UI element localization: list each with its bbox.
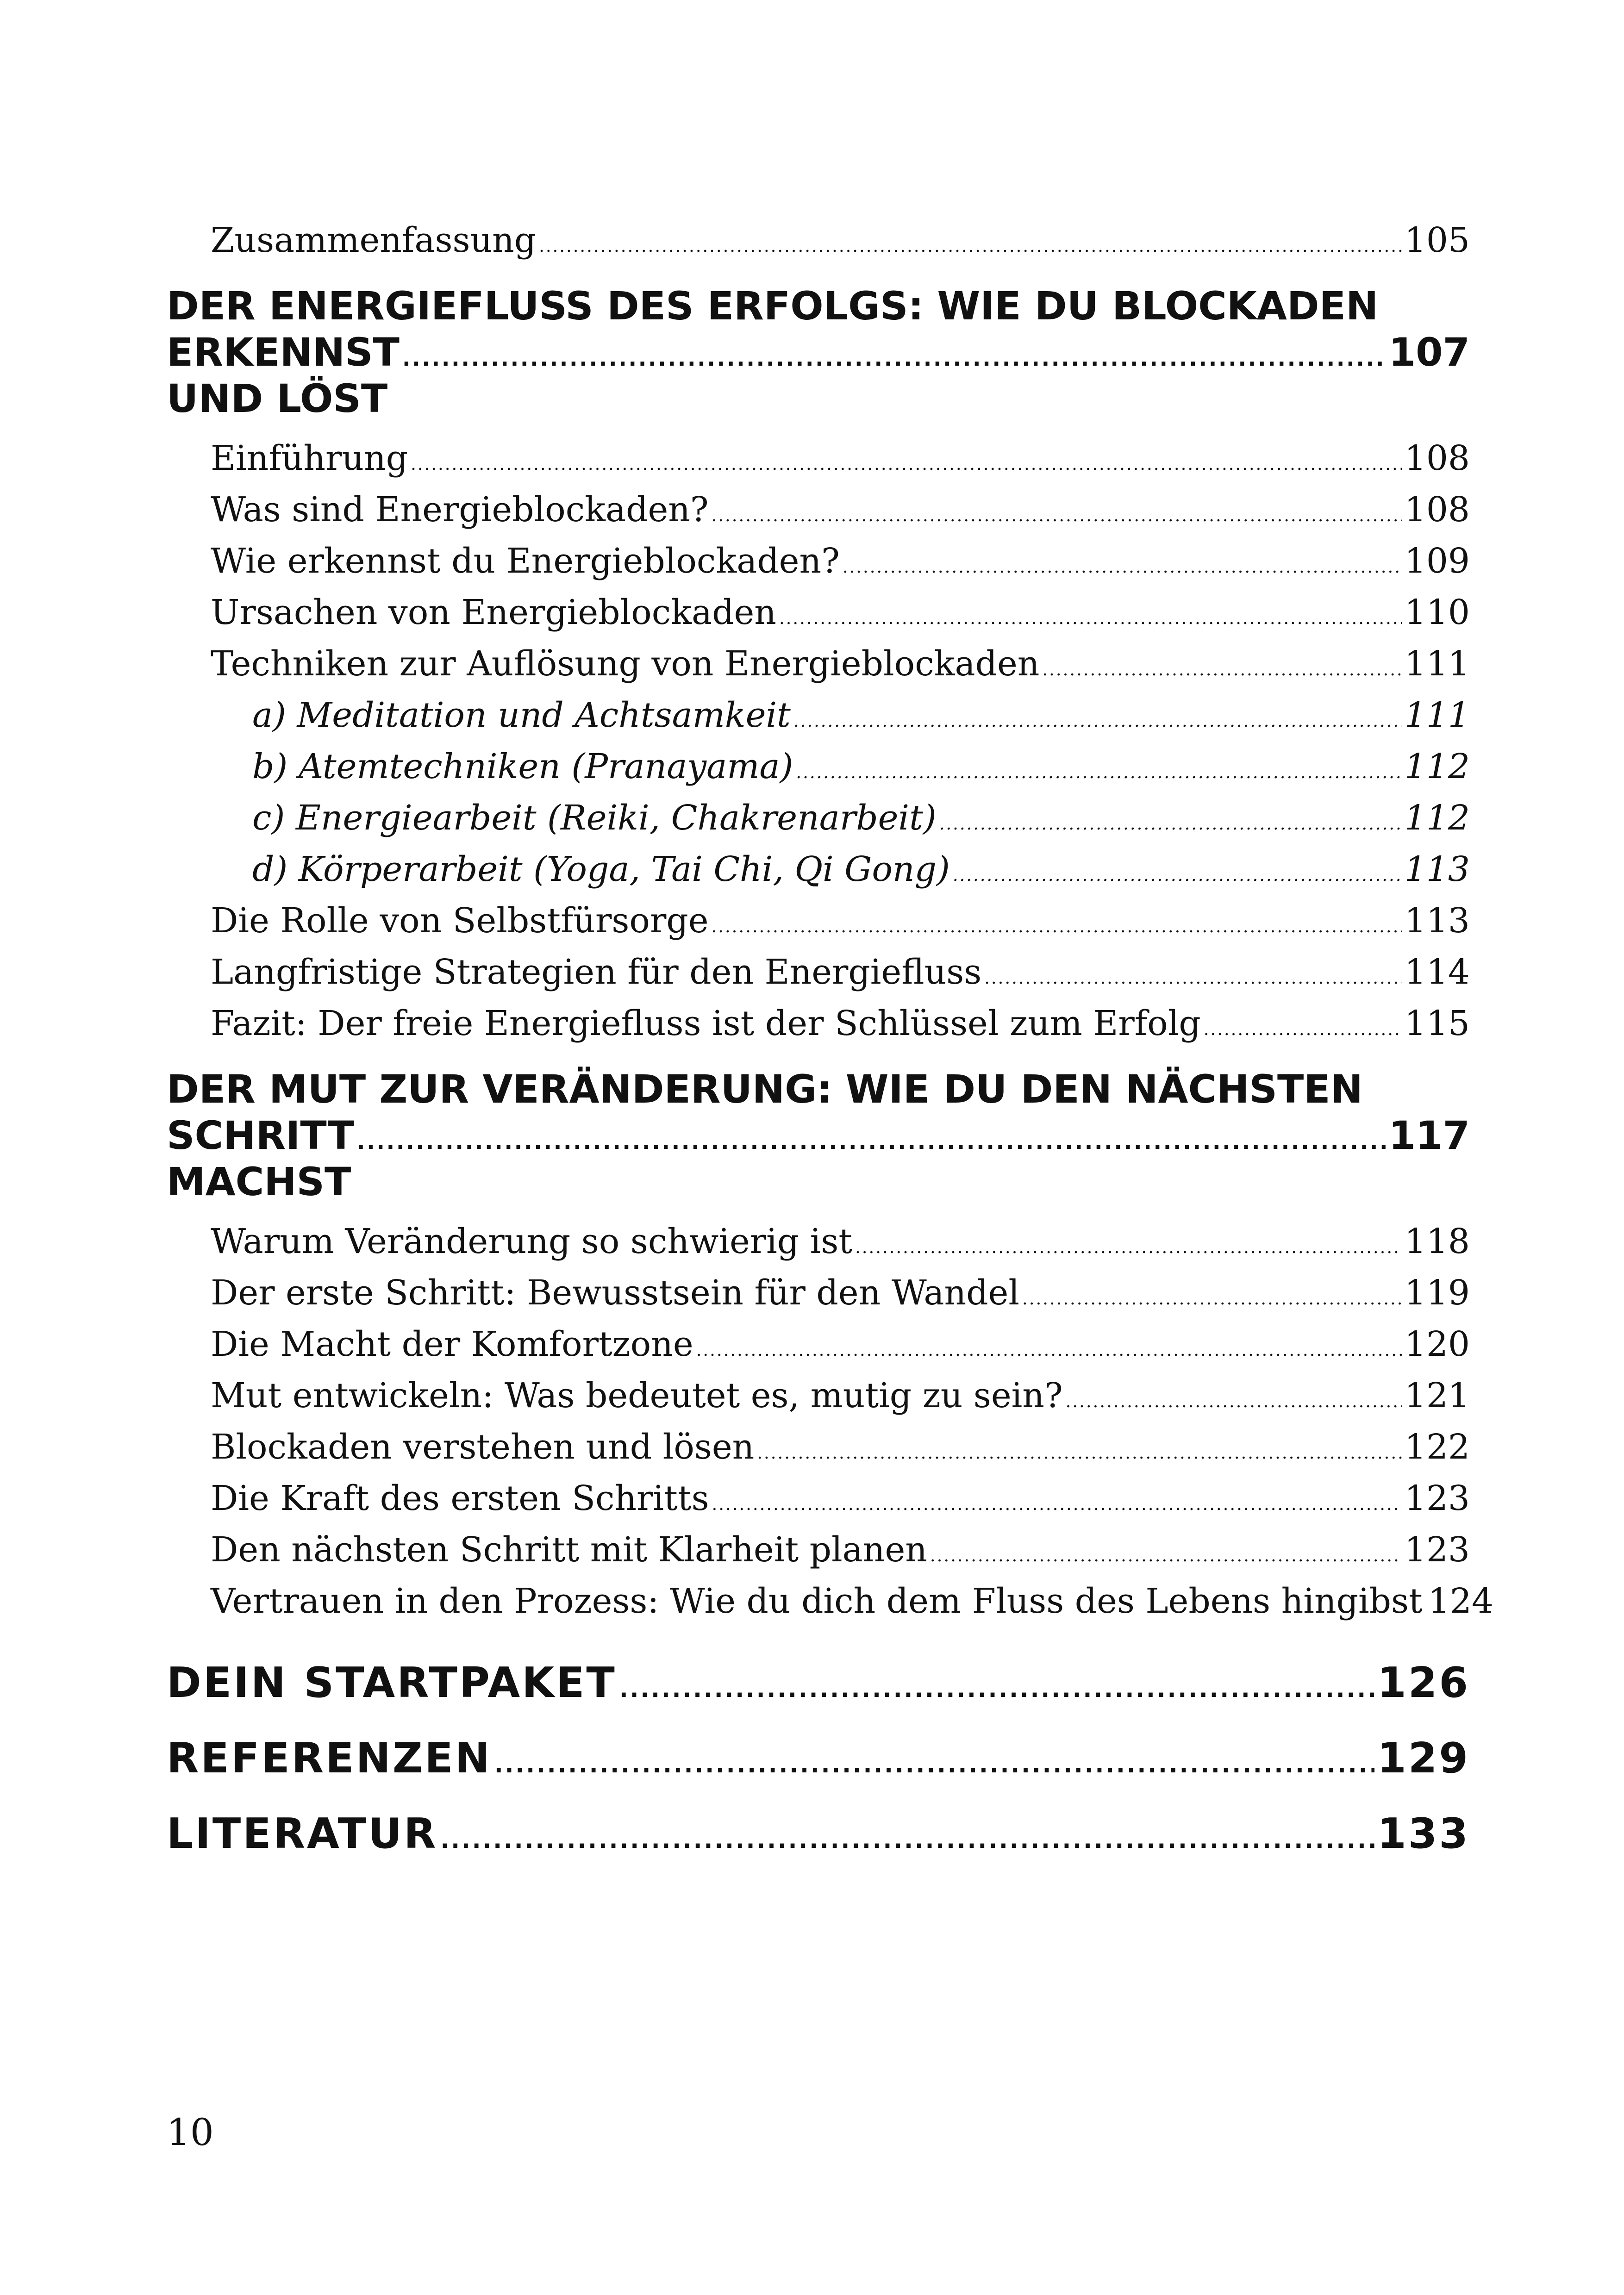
toc-entry-label: a) Meditation und Achtsamkeit (252, 695, 791, 735)
leader-dots (1204, 1007, 1402, 1052)
leader-dots (440, 1805, 1374, 1875)
toc-entry-page: 115 (1404, 1004, 1470, 1043)
leader-dots (411, 442, 1402, 487)
toc-entry[interactable] (167, 1527, 1470, 1578)
page-number: 10 (167, 2111, 214, 2154)
toc-entry[interactable] (167, 218, 1470, 269)
toc-entry-page: 123 (1404, 1530, 1470, 1570)
toc-entry-page: 108 (1404, 438, 1470, 478)
toc-entry[interactable] (167, 1578, 1493, 1630)
toc-entry[interactable] (167, 1270, 1470, 1322)
leader-dots (712, 493, 1402, 538)
toc-entry-label: d) Körperarbeit (Yoga, Tai Chi, Qi Gong) (252, 849, 950, 889)
chapter-heading[interactable] (167, 283, 1470, 329)
toc-entry-page: 109 (1404, 541, 1470, 581)
toc-entry-label: Langfristige Strategien für den Energiefluss (211, 952, 982, 992)
leader-dots (619, 1654, 1374, 1724)
toc-entry[interactable] (167, 898, 1470, 949)
leader-dots (843, 544, 1402, 590)
toc-entry-page: 119 (1404, 1273, 1470, 1313)
table-of-contents (167, 218, 1493, 1875)
toc-entry-page: 120 (1404, 1324, 1470, 1364)
toc-entry-label: Blockaden verstehen und lösen (211, 1427, 755, 1467)
toc-entry[interactable] (167, 436, 1470, 487)
toc-entry-page: 113 (1404, 849, 1470, 889)
leader-dots (696, 1328, 1402, 1373)
toc-main-entry[interactable] (167, 1799, 1470, 1875)
leader-dots (953, 853, 1402, 898)
toc-main-entry[interactable] (167, 1648, 1470, 1724)
chapter-heading-line2[interactable] (167, 329, 1470, 422)
toc-entry-page: 121 (1404, 1376, 1470, 1416)
toc-subentry[interactable] (167, 795, 1470, 847)
leader-dots (712, 904, 1402, 949)
leader-dots (357, 1118, 1386, 1165)
toc-main-label: LITERATUR (167, 1809, 438, 1858)
toc-entry-page: 118 (1404, 1222, 1470, 1261)
toc-entry[interactable] (167, 590, 1470, 641)
chapter-title-line1: DER MUT ZUR VERÄNDERUNG: WIE DU DEN NÄCHSTEN (167, 1066, 1363, 1112)
leader-dots (779, 596, 1402, 641)
toc-entry-label: Die Macht der Komfortzone (211, 1324, 693, 1364)
toc-main-page: 129 (1377, 1734, 1470, 1783)
toc-entry-label: Der erste Schritt: Bewusstsein für den Wandel (211, 1273, 1019, 1313)
toc-entry-label: Wie erkennst du Energieblockaden? (211, 541, 840, 581)
toc-entry-page: 123 (1404, 1478, 1470, 1518)
toc-entry[interactable] (167, 1424, 1470, 1476)
chapter-title-line2: SCHRITT MACHST (167, 1113, 354, 1204)
toc-entry[interactable] (167, 487, 1470, 538)
leader-dots (793, 698, 1402, 744)
toc-entry-label: c) Energiearbeit (Reiki, Chakrenarbeit) (252, 798, 937, 838)
toc-subentry[interactable] (167, 692, 1470, 744)
toc-entry[interactable] (167, 1219, 1470, 1270)
toc-entry-page: 124 (1428, 1581, 1493, 1621)
toc-main-label: REFERENZEN (167, 1734, 492, 1783)
toc-entry-page: 113 (1404, 901, 1470, 941)
toc-entry-label: Zusammenfassung (211, 220, 537, 260)
leader-dots (757, 1430, 1401, 1476)
toc-entry-label: Einführung (211, 438, 408, 478)
toc-entry-page: 110 (1404, 592, 1470, 632)
toc-entry[interactable] (167, 641, 1470, 692)
leader-dots (402, 335, 1386, 381)
leader-dots (855, 1225, 1402, 1270)
toc-entry-page: 112 (1404, 798, 1470, 838)
toc-entry[interactable] (167, 1322, 1470, 1373)
toc-entry-page: 111 (1404, 644, 1470, 684)
toc-entry-page: 105 (1404, 220, 1470, 260)
leader-dots (796, 750, 1401, 795)
leader-dots (494, 1730, 1374, 1799)
chapter-title-line1: DER ENERGIEFLUSS DES ERFOLGS: WIE DU BLOCKADEN (167, 283, 1379, 329)
toc-entry-label: Vertrauen in den Prozess: Wie du dich dem Fluss des Lebens hingibst (211, 1581, 1423, 1621)
leader-dots (939, 801, 1402, 847)
toc-entry-label: Die Rolle von Selbstfürsorge (211, 901, 709, 941)
toc-entry-label: Was sind Energieblockaden? (211, 490, 709, 530)
toc-entry[interactable] (167, 949, 1470, 1001)
leader-dots (539, 224, 1402, 269)
toc-entry-label: Techniken zur Auflösung von Energieblockaden (211, 644, 1040, 684)
toc-entry[interactable] (167, 538, 1470, 590)
toc-entry-label: Ursachen von Energieblockaden (211, 592, 776, 632)
leader-dots (1066, 1379, 1402, 1424)
toc-entry-page: 122 (1404, 1427, 1470, 1467)
chapter-page: 107 (1388, 330, 1470, 375)
chapter-heading[interactable] (167, 1066, 1470, 1112)
toc-main-label: DEIN STARTPAKET (167, 1659, 617, 1707)
toc-main-page: 133 (1377, 1809, 1470, 1858)
leader-dots (984, 955, 1402, 1001)
toc-entry-label: Den nächsten Schritt mit Klarheit planen (211, 1530, 927, 1570)
toc-entry[interactable] (167, 1476, 1470, 1527)
toc-entry-page: 111 (1404, 695, 1470, 735)
chapter-heading-line2[interactable] (167, 1112, 1470, 1205)
toc-main-page: 126 (1377, 1659, 1470, 1707)
toc-subentry[interactable] (167, 847, 1470, 898)
chapter-title-line2: ERKENNST UND LÖST (167, 330, 400, 421)
toc-entry[interactable] (167, 1001, 1470, 1052)
toc-subentry[interactable] (167, 744, 1470, 795)
leader-dots (1042, 647, 1401, 692)
toc-entry-page: 114 (1404, 952, 1470, 992)
toc-main-entry[interactable] (167, 1724, 1470, 1799)
toc-entry-label: Fazit: Der freie Energiefluss ist der Schlüssel zum Erfolg (211, 1004, 1201, 1043)
toc-entry-page: 108 (1404, 490, 1470, 530)
leader-dots (1022, 1276, 1402, 1322)
toc-entry-label: Mut entwickeln: Was bedeutet es, mutig zu sein? (211, 1376, 1063, 1416)
toc-entry[interactable] (167, 1373, 1470, 1424)
toc-entry-label: Warum Veränderung so schwierig ist (211, 1222, 853, 1261)
toc-entry-label: b) Atemtechniken (Pranayama) (252, 747, 793, 786)
toc-entry-page: 112 (1404, 747, 1470, 786)
toc-entry-label: Die Kraft des ersten Schritts (211, 1478, 709, 1518)
leader-dots (712, 1482, 1402, 1527)
chapter-page: 117 (1388, 1113, 1470, 1158)
leader-dots (930, 1533, 1402, 1578)
